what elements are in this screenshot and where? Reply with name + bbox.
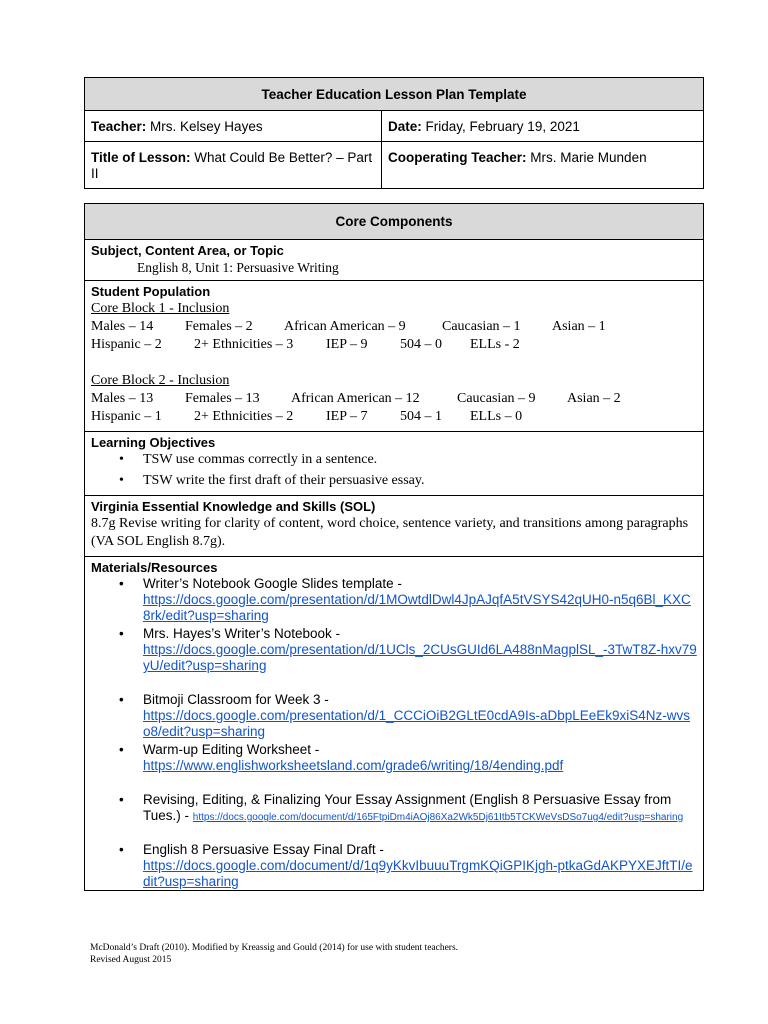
block2-females: Females – 13 — [185, 391, 260, 406]
material-link[interactable]: https://docs.google.com/document/d/165FtpiDm4iAOj86Xa2Wk5Dj61Itb5TCKWeVsDSo7ug4/edit?usp=sharing — [192, 812, 684, 823]
coop-teacher-label: Cooperating Teacher: — [388, 150, 527, 165]
material-item — [91, 742, 697, 774]
materials-list — [91, 576, 697, 890]
teacher-value: Mrs. Kelsey Hayes — [150, 119, 263, 134]
subject-section — [85, 240, 704, 281]
material-label: Writer’s Notebook Google Slides template - — [143, 576, 402, 591]
objective-item: • TSW write the first draft of their persuasive essay. — [91, 472, 697, 490]
materials-heading: Materials/Resources — [91, 560, 218, 575]
subject-value: English 8, Unit 1: Persuasive Writing — [137, 260, 339, 275]
date-value: Friday, February 19, 2021 — [425, 119, 580, 134]
subject-heading: Subject, Content Area, or Topic — [91, 243, 284, 258]
template-title: Teacher Education Lesson Plan Template — [85, 78, 704, 111]
material-label: Revising, Editing, & Finalizing Your Essay Assignment (English 8 Persuasive Essay from Tues.) - — [143, 792, 672, 823]
teacher-label: Teacher: — [91, 119, 147, 134]
material-label: Warm-up Editing Worksheet - — [143, 742, 320, 757]
material-item — [91, 692, 697, 740]
material-item — [91, 842, 697, 890]
core-components-title: Core Components — [85, 204, 704, 240]
footer-credit: McDonald’s Draft (2010). Modified by Kreassig and Gould (2014) for use with student teachers. — [90, 943, 459, 953]
block2-row2 — [91, 408, 697, 426]
sol-heading: Virginia Essential Knowledge and Skills (SOL) — [91, 499, 376, 514]
block1-row1 — [91, 318, 697, 336]
block2-iep: IEP – 7 — [326, 409, 368, 424]
material-item — [91, 576, 697, 624]
material-link[interactable]: https://docs.google.com/presentation/d/1UCls_2CUsGUId6LA488nMagplSL_-3TwT8Z-hxv79yU/edit?usp=sharing — [143, 642, 697, 673]
lesson-title-label: Title of Lesson: — [91, 150, 191, 165]
block1-row2 — [91, 336, 697, 354]
block1-name: Core Block 1 - Inclusion — [91, 301, 230, 316]
objectives-heading: Learning Objectives — [91, 435, 216, 450]
block2-ells: ELLs – 0 — [470, 409, 523, 424]
core-components-table — [84, 203, 704, 891]
population-heading: Student Population — [91, 284, 211, 299]
block1-ethnicities: 2+ Ethnicities – 3 — [194, 337, 294, 352]
block2-name: Core Block 2 - Inclusion — [91, 373, 230, 388]
block1-males: Males – 14 — [91, 319, 154, 334]
header-table — [84, 77, 704, 189]
objectives-section — [85, 432, 704, 496]
block2-hispanic: Hispanic – 1 — [91, 409, 162, 424]
material-item — [91, 792, 697, 824]
block2-african-american: African American – 12 — [291, 391, 420, 406]
block1-females: Females – 2 — [185, 319, 253, 334]
date-cell — [382, 111, 704, 142]
material-link[interactable]: https://docs.google.com/presentation/d/1MOwtdlDwl4JpAJqfA5tVSYS42qUH0-n5q6Bl_KXC8rk/edit?usp=sharing — [143, 592, 691, 623]
lesson-title-cell — [85, 142, 382, 189]
material-link[interactable]: https://www.englishworksheetsland.com/grade6/writing/18/4ending.pdf — [143, 758, 564, 773]
population-section — [85, 281, 704, 432]
material-link[interactable]: https://docs.google.com/document/d/1q9yKkvIbuuuTrgmKQiGPIKjgh-ptkaGdAKPYXEJftTI/edit?usp=sharing — [143, 858, 693, 889]
objectives-list — [91, 451, 697, 490]
material-item — [91, 626, 697, 674]
material-label: Mrs. Hayes’s Writer’s Notebook - — [143, 626, 341, 641]
footer-revised: Revised August 2015 — [90, 955, 172, 965]
date-label: Date: — [388, 119, 422, 134]
block2-asian: Asian – 2 — [567, 391, 621, 406]
block1-hispanic: Hispanic – 2 — [91, 337, 162, 352]
block1-asian: Asian – 1 — [552, 319, 606, 334]
coop-teacher-value: Mrs. Marie Munden — [530, 150, 647, 165]
block2-504: 504 – 1 — [400, 409, 442, 424]
teacher-cell — [85, 111, 382, 142]
block2-ethnicities: 2+ Ethnicities – 2 — [194, 409, 294, 424]
sol-text: 8.7g Revise writing for clarity of content, word choice, sentence variety, and transitions among paragraphs (VA SOL English 8.7g). — [91, 516, 689, 549]
block1-caucasian: Caucasian – 1 — [442, 319, 521, 334]
objective-item: • TSW use commas correctly in a sentence. — [91, 451, 697, 469]
block1-iep: IEP – 9 — [326, 337, 368, 352]
coop-teacher-cell — [382, 142, 704, 189]
material-label: English 8 Persuasive Essay Final Draft - — [143, 842, 384, 857]
block1-african-american: African American – 9 — [284, 319, 406, 334]
material-label: Bitmoji Classroom for Week 3 - — [143, 692, 329, 707]
materials-section — [85, 557, 704, 891]
block1-504: 504 – 0 — [400, 337, 442, 352]
block2-row1 — [91, 390, 697, 408]
sol-section — [85, 496, 704, 557]
block1-ells: ELLs - 2 — [470, 337, 520, 352]
block2-males: Males – 13 — [91, 391, 154, 406]
block2-caucasian: Caucasian – 9 — [457, 391, 536, 406]
page-footer — [90, 942, 458, 966]
lesson-title-value: What Could Be Better? – Part II — [91, 150, 373, 181]
material-link[interactable]: https://docs.google.com/presentation/d/1_CCCiOiB2GLtE0cdA9Is-aDbpLEeEk9xiS4Nz-wvso8/edit?usp=sharing — [143, 708, 691, 739]
